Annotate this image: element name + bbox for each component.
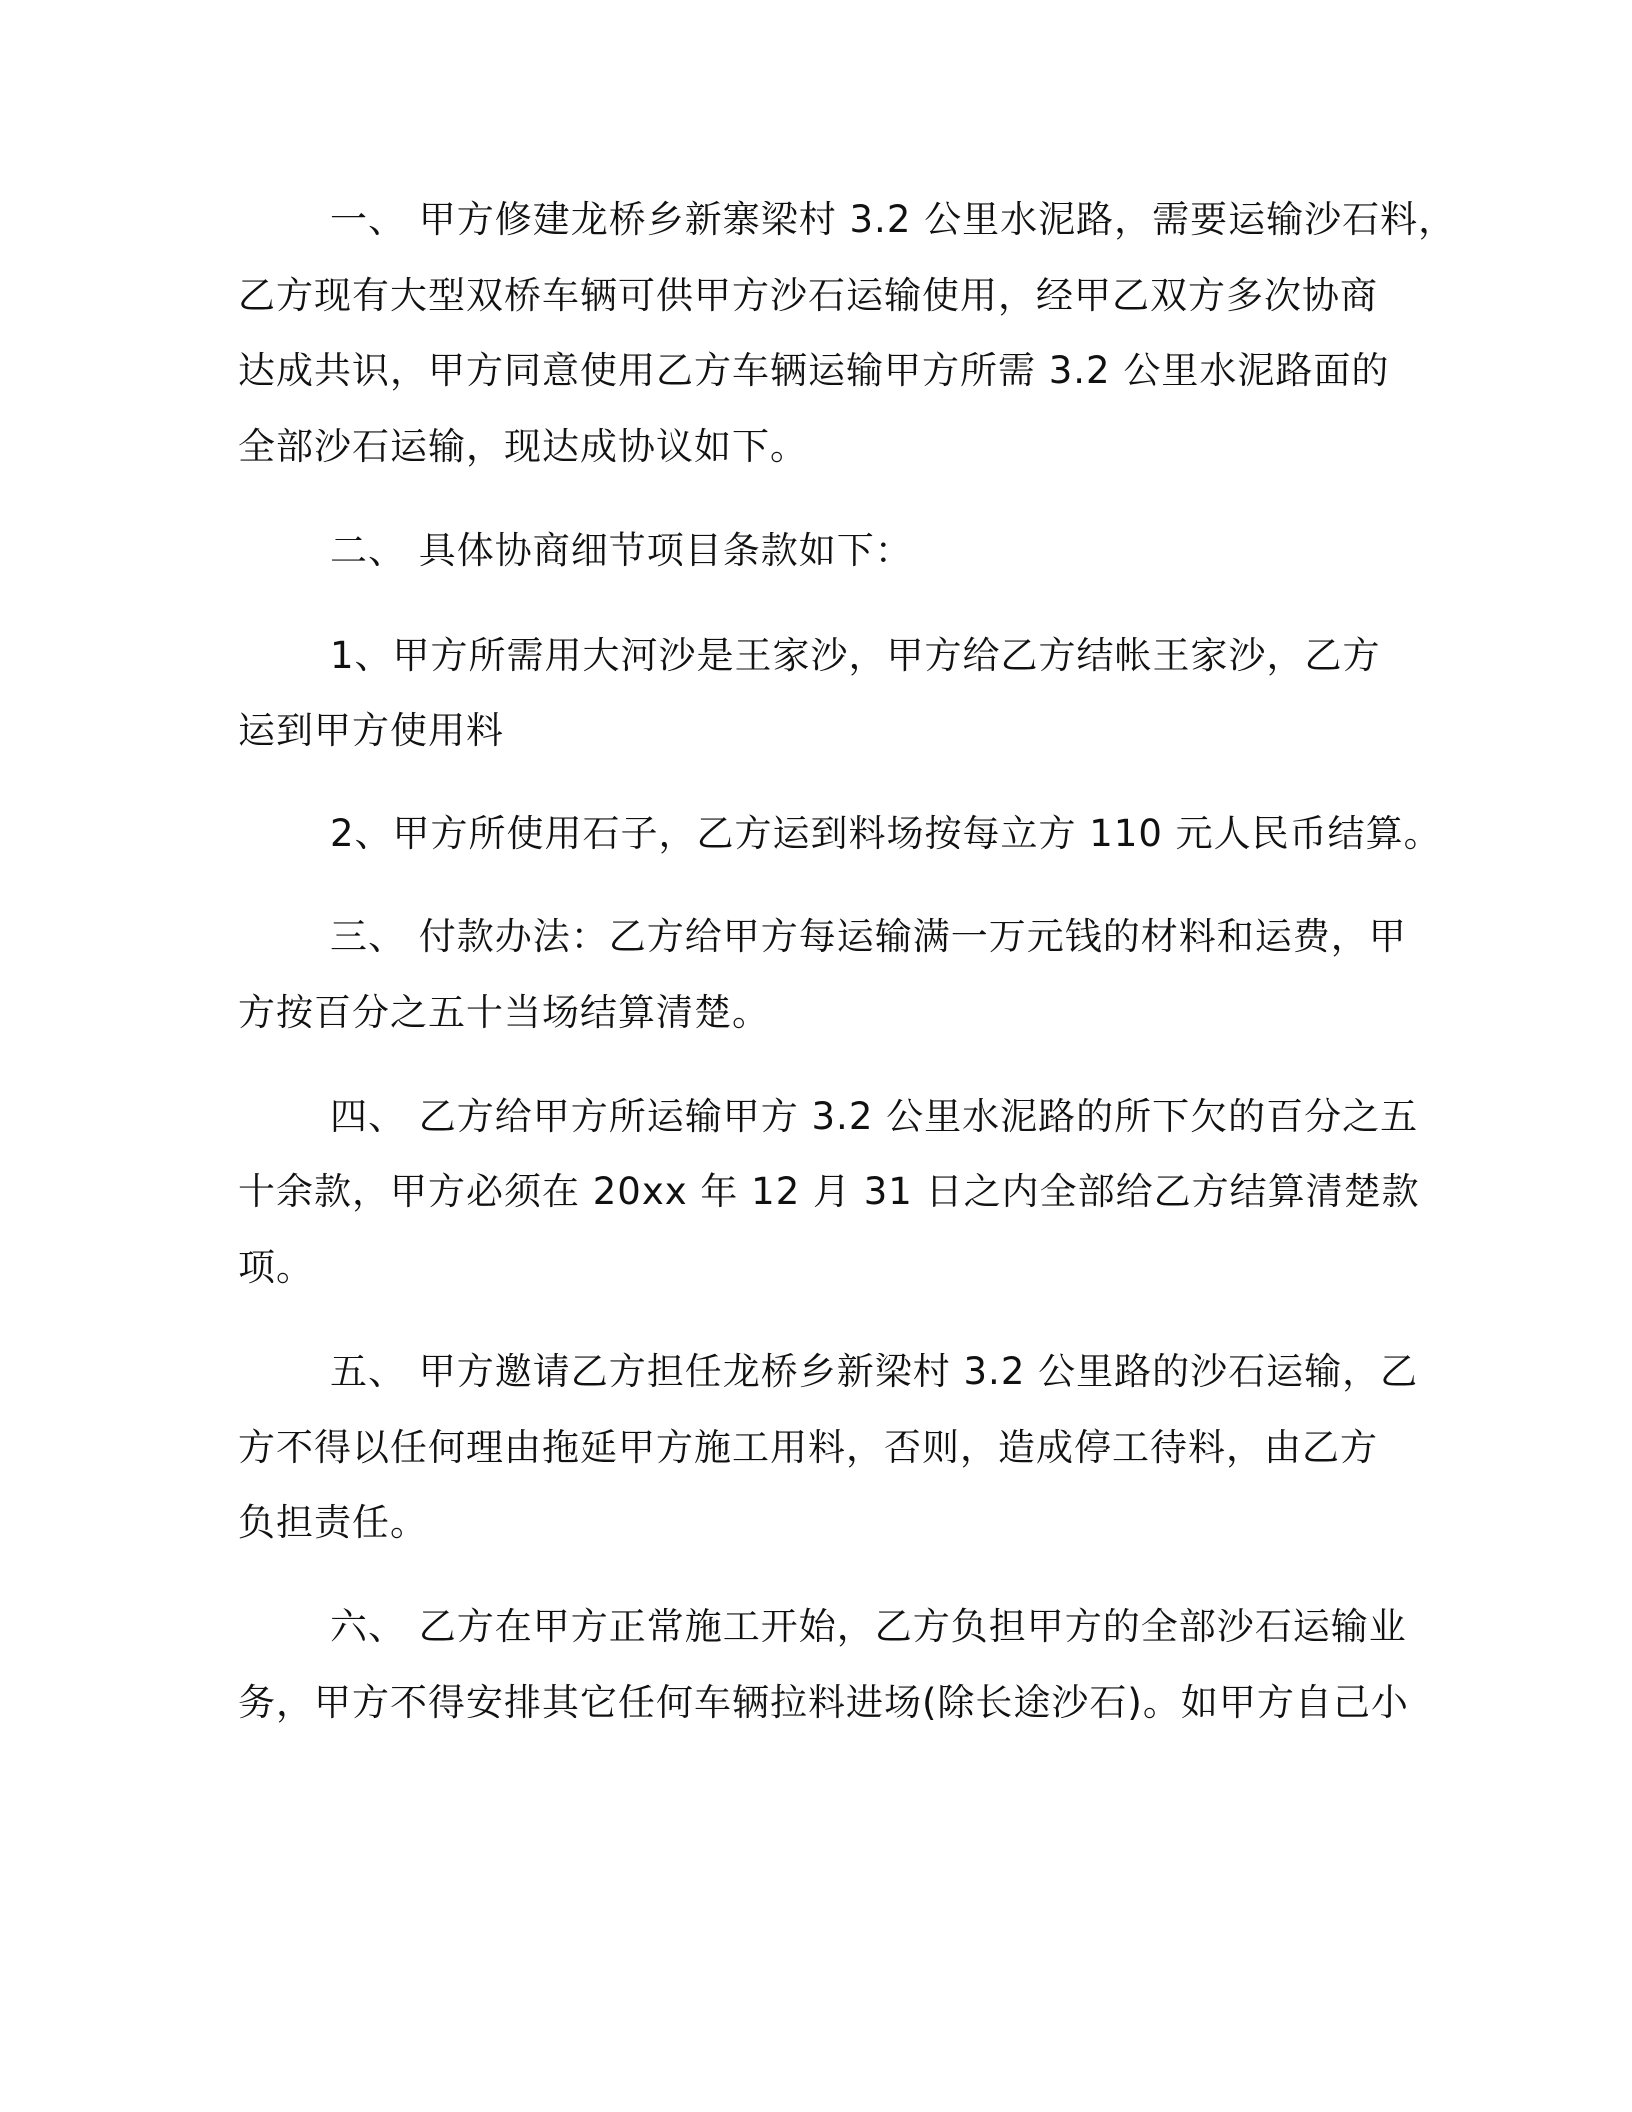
clause-5-line-1: 五、 甲方邀请乙方担任龙桥乡新梁村 3.2 公里路的沙石运输，乙 [330, 1350, 1419, 1393]
clause-6-line-1: 六、 乙方在甲方正常施工开始，乙方负担甲方的全部沙石运输业 [330, 1605, 1407, 1648]
clause-5-line-2: 方不得以任何理由拖延甲方施工用料，否则，造成停工待料，由乙方 [238, 1426, 1378, 1469]
clause-3-line-2: 方按百分之五十当场结算清楚。 [238, 991, 770, 1034]
clause-1-line-1: 一、 甲方修建龙桥乡新寨梁村 3.2 公里水泥路，需要运输沙石料， [330, 198, 1457, 241]
clause-1-line-3: 达成共识，甲方同意使用乙方车辆运输甲方所需 3.2 公里水泥路面的 [238, 349, 1390, 392]
clause-4-line-3: 项。 [238, 1246, 314, 1289]
clause-2-heading: 二、 具体协商细节项目条款如下： [330, 529, 913, 572]
clause-2-item-1-line-2: 运到甲方使用料 [238, 709, 504, 752]
clause-2-item-2: 2、甲方所使用石子，乙方运到料场按每立方 110 元人民币结算。 [330, 812, 1442, 855]
clause-2-item-1-line-1: 1、甲方所需用大河沙是王家沙，甲方给乙方结帐王家沙，乙方 [330, 634, 1381, 677]
clause-1-line-4: 全部沙石运输，现达成协议如下。 [238, 425, 808, 468]
clause-4-line-1: 四、 乙方给甲方所运输甲方 3.2 公里水泥路的所下欠的百分之五 [330, 1095, 1419, 1138]
clause-5-line-3: 负担责任。 [238, 1501, 428, 1544]
clause-6-line-2: 务，甲方不得安排其它任何车辆拉料进场(除长途沙石)。如甲方自己小 [238, 1681, 1409, 1724]
clause-3-line-1: 三、 付款办法：乙方给甲方每运输满一万元钱的材料和运费，甲 [330, 915, 1407, 958]
clause-1-line-2: 乙方现有大型双桥车辆可供甲方沙石运输使用，经甲乙双方多次协商 [238, 274, 1378, 317]
clause-4-line-2: 十余款，甲方必须在 20xx 年 12 月 31 日之内全部给乙方结算清楚款 [238, 1170, 1420, 1213]
